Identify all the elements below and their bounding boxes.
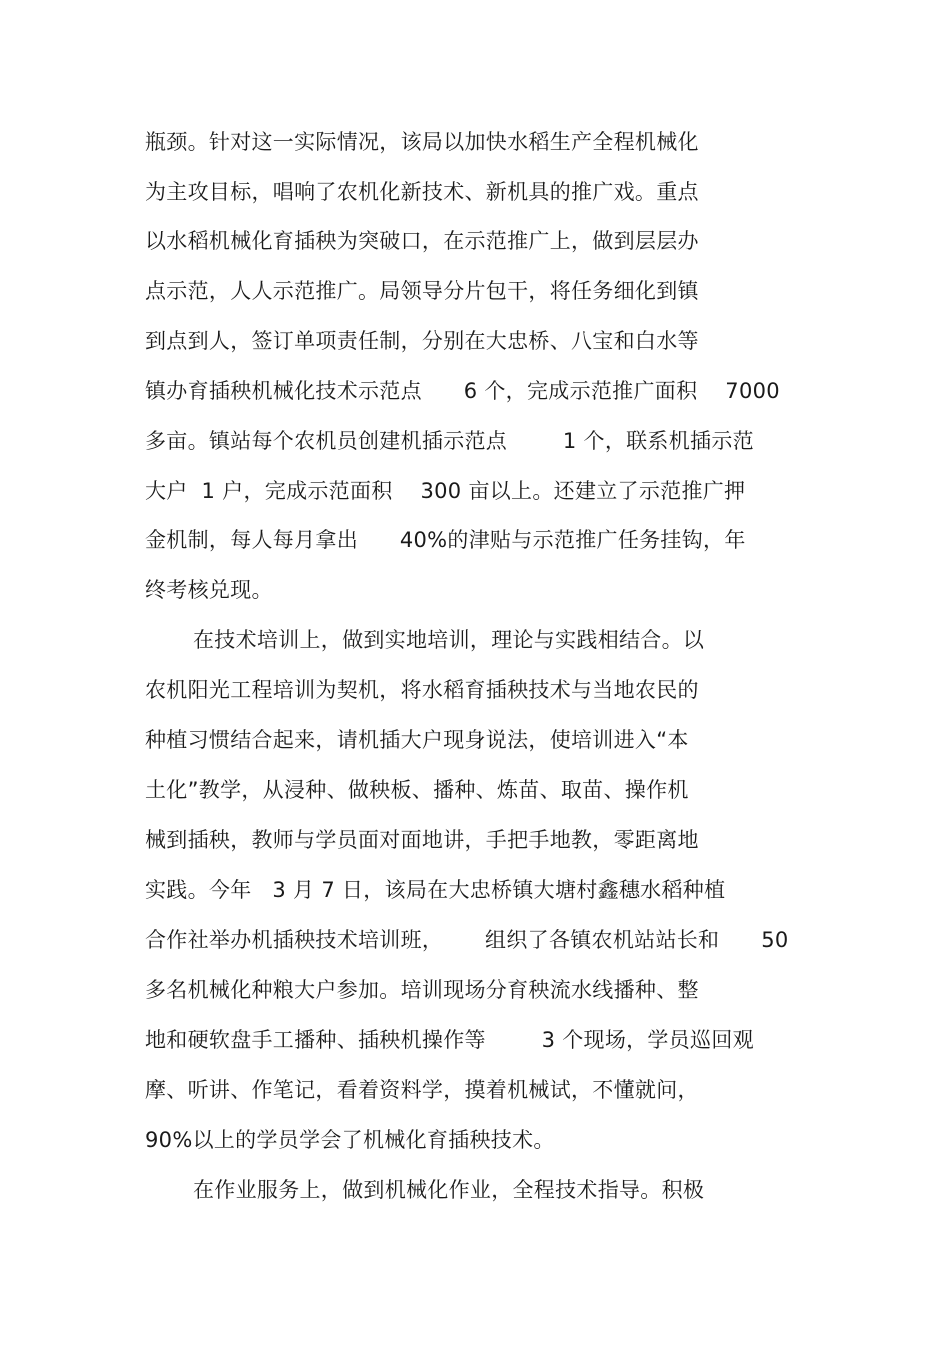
text-line: 为主攻目标，唱响了农机化新技术、新机具的推广戏。重点 — [145, 180, 699, 204]
text-line: 地和硬软盘手工播种、插秧机操作等 3 个现场，学员巡回观 — [145, 1028, 754, 1052]
paragraph-first-line: 在技术培训上，做到实地培训，理论与实践相结合。以 — [193, 628, 705, 652]
text-line: 以水稻机械化育插秧为突破口，在示范推广上，做到层层办 — [145, 229, 699, 253]
text-line: 到点到人，签订单项责任制，分别在大忠桥、八宝和白水等 — [145, 329, 699, 353]
text-line: 金机制，每人每月拿出 40%的津贴与示范推广任务挂钩，年 — [145, 528, 746, 552]
text-line: 多亩。镇站每个农机员创建机插示范点 1 个，联系机插示范 — [145, 429, 754, 453]
text-line: 瓶颈。针对这一实际情况，该局以加快水稻生产全程机械化 — [145, 130, 699, 154]
text-line: 合作社举办机插秧技术培训班， 组织了各镇农机站站长和 50 — [145, 928, 789, 952]
text-line: 土化”教学，从浸种、做秧板、播种、炼苗、取苗、操作机 — [145, 778, 689, 802]
text-line: 摩、听讲、作笔记，看着资料学，摸着机械试，不懂就问， — [145, 1078, 699, 1102]
paragraph-first-line: 在作业服务上，做到机械化作业，全程技术指导。积极 — [193, 1178, 705, 1202]
text-line: 农机阳光工程培训为契机，将水稻育插秧技术与当地农民的 — [145, 678, 699, 702]
text-line: 点示范，人人示范推广。局领导分片包干，将任务细化到镇 — [145, 279, 699, 303]
text-line: 90%以上的学员学会了机械化育插秧技术。 — [145, 1128, 555, 1152]
text-line: 大户 1 户，完成示范面积 300 亩以上。还建立了示范推广押 — [145, 479, 746, 503]
text-line: 镇办育插秧机械化技术示范点 6 个，完成示范推广面积 7000 — [145, 379, 780, 403]
text-line: 多名机械化种粮大户参加。培训现场分育秧流水线播种、整 — [145, 978, 699, 1002]
text-line: 种植习惯结合起来，请机插大户现身说法，使培训进入“本 — [145, 728, 689, 752]
text-line: 械到插秧，教师与学员面对面地讲，手把手地教，零距离地 — [145, 828, 699, 852]
text-line: 实践。今年 3 月 7 日，该局在大忠桥镇大塘村鑫穗水稻种植 — [145, 878, 726, 902]
text-line: 终考核兑现。 — [145, 578, 273, 602]
